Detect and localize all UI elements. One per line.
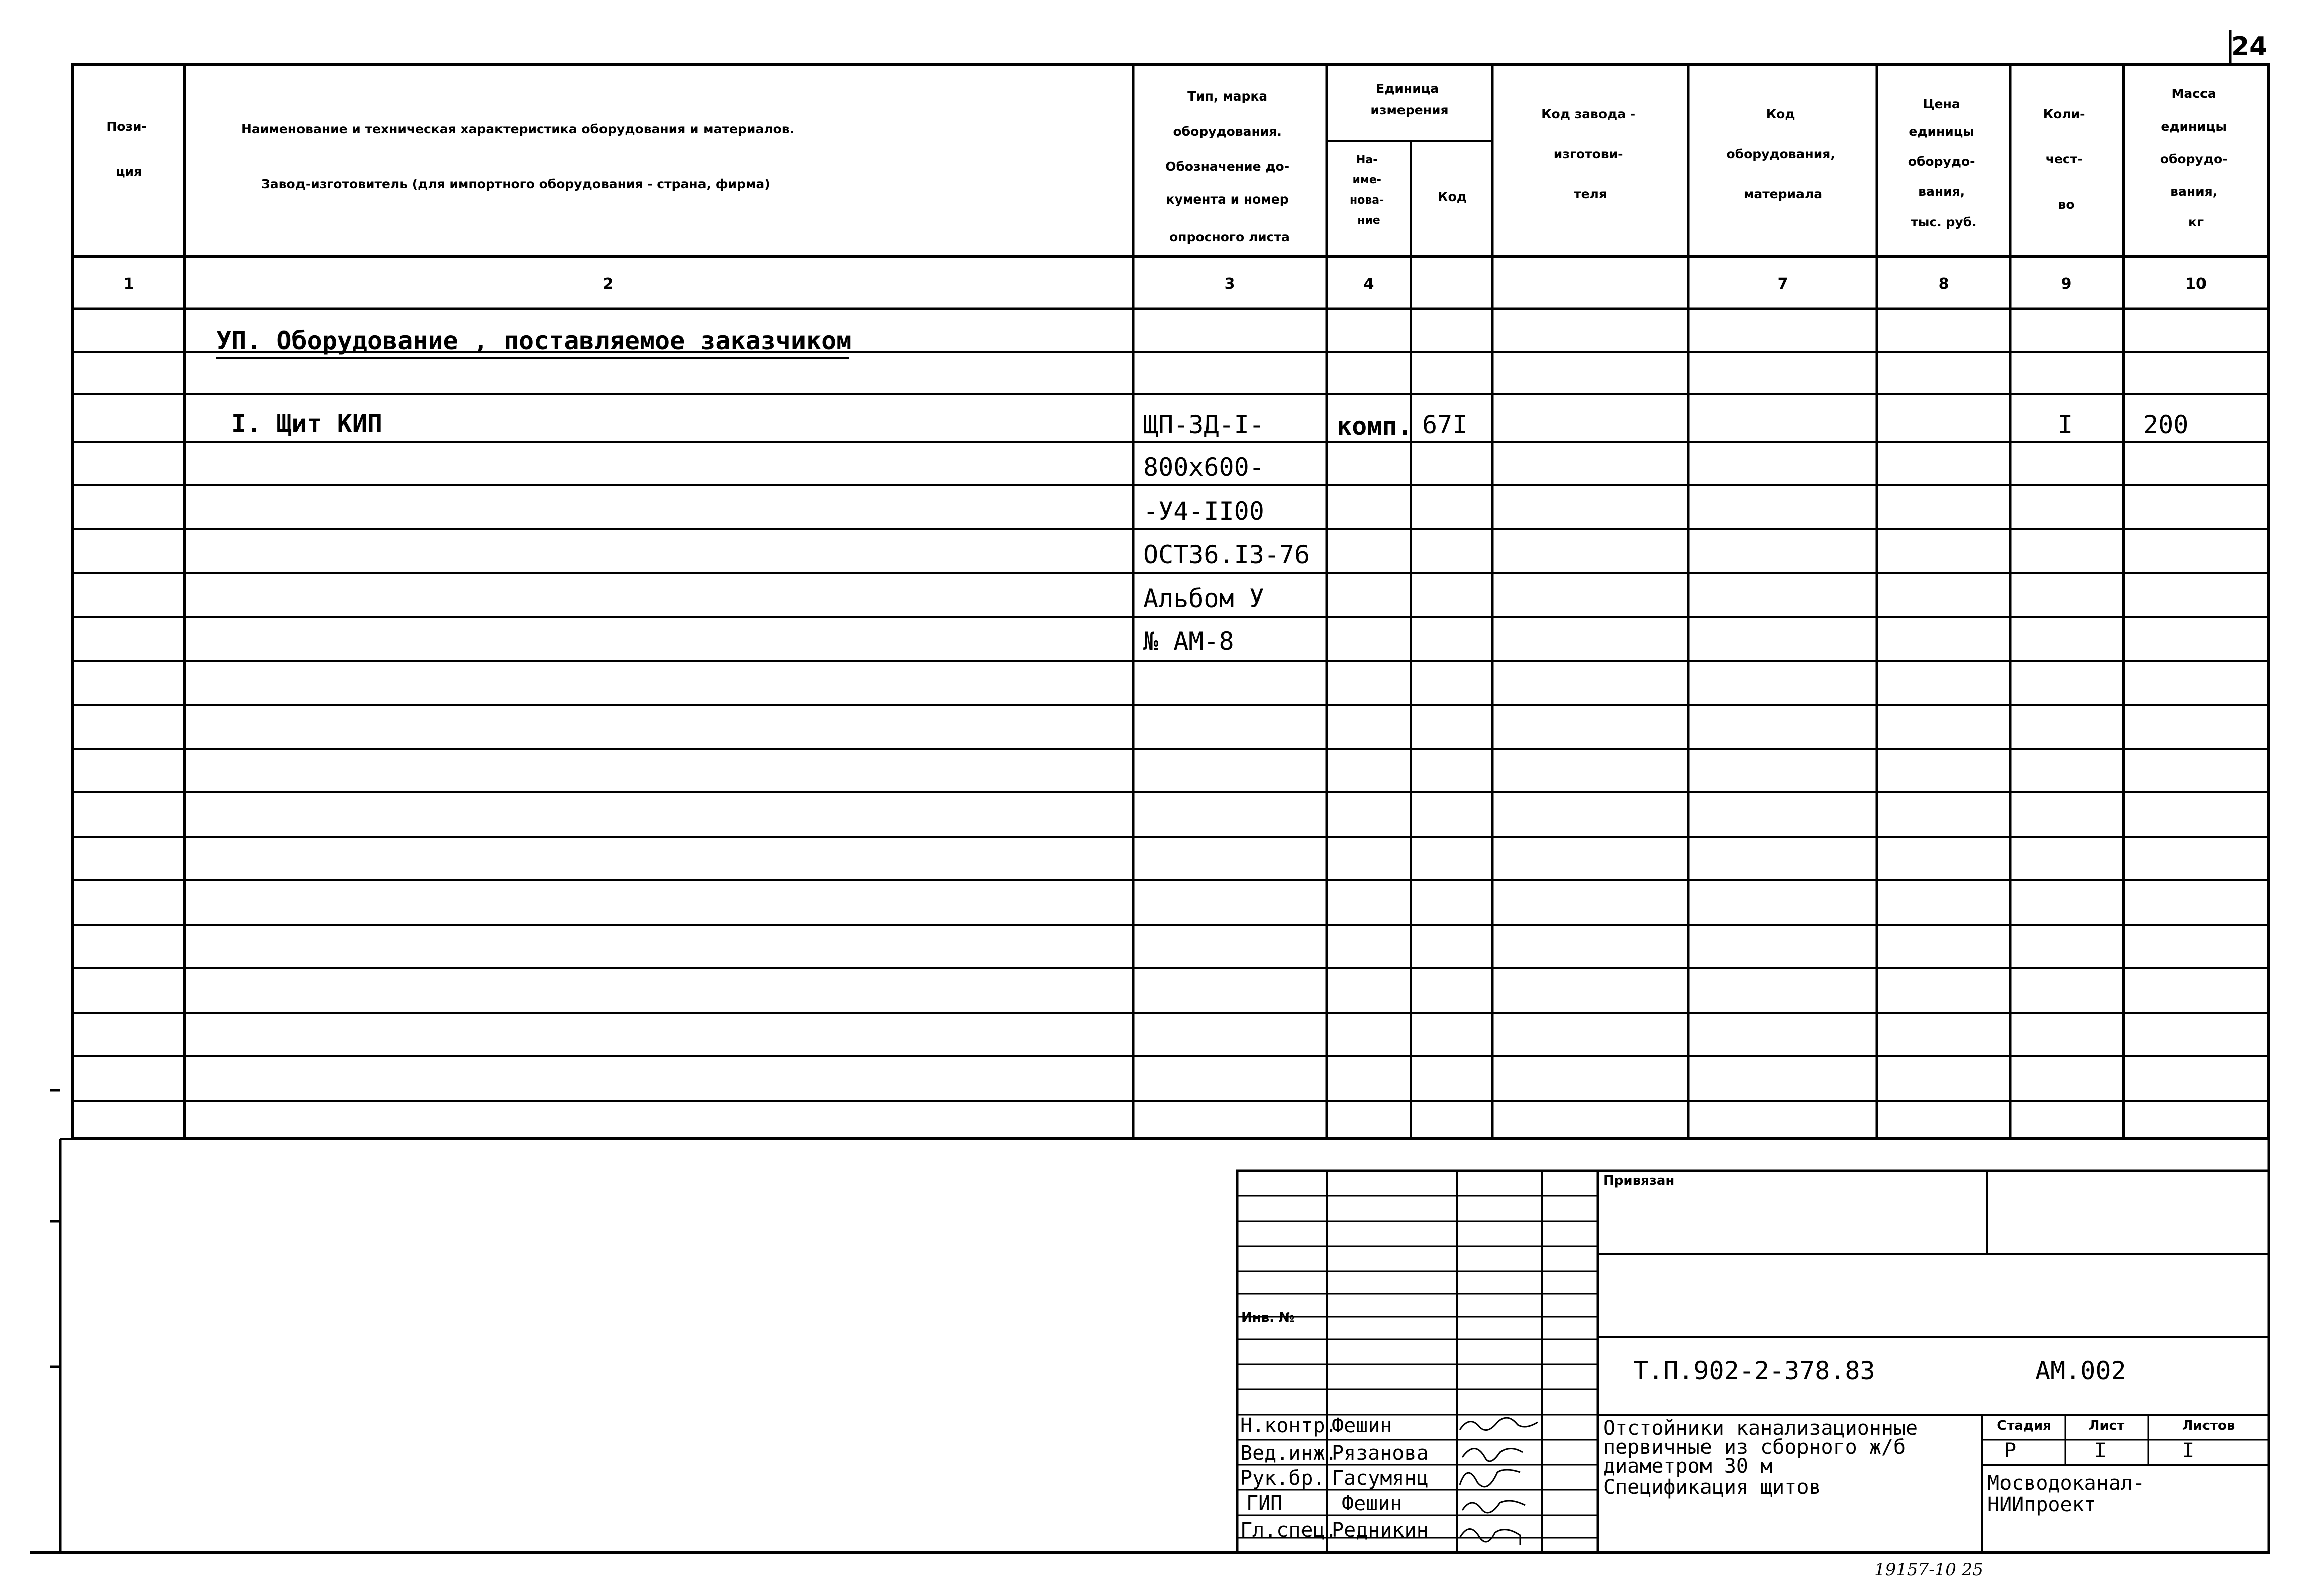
staff-name-1: Фешин xyxy=(1332,1414,1392,1437)
stage-label: Стадия xyxy=(1997,1418,2051,1433)
section-title: УП. Оборудование , поставляемое заказчиком xyxy=(216,326,852,355)
sheets-value: I xyxy=(2182,1439,2195,1462)
privyazan-label: Привязан xyxy=(1603,1173,1675,1188)
staff-list xyxy=(1240,1414,1429,1542)
staff-role-2: Вед.инж. xyxy=(1240,1442,1337,1465)
staff-name-5: Редникин xyxy=(1332,1519,1429,1542)
header-unit-name: На- име- нова- ние xyxy=(1350,154,1384,227)
header-name: Наименование и техническая характеристика оборудования и материалов. Завод-изготовитель (для импортного оборудования - страна, фирма) xyxy=(241,122,795,191)
item-quantity: I xyxy=(2058,410,2073,439)
staff-role-4: ГИП xyxy=(1246,1492,1283,1515)
item-unit-code: 67I xyxy=(1422,410,1468,439)
sheet-value: I xyxy=(2094,1439,2107,1462)
staff-name-2: Рязанова xyxy=(1332,1442,1429,1465)
footer-note: 19157-10 25 xyxy=(1874,1560,1983,1580)
header-factory-code: Код завода - изготови- теля xyxy=(1541,107,1636,202)
header-equipment-code: Код оборудования, материала xyxy=(1726,107,1835,202)
colnum-1: 1 xyxy=(123,275,134,293)
stage-value: Р xyxy=(2004,1439,2017,1462)
colnum-9: 9 xyxy=(2061,275,2072,293)
column-number-row xyxy=(124,275,2207,293)
sheet-label: Лист xyxy=(2088,1418,2125,1433)
header-unit-code: Код xyxy=(1438,189,1467,204)
drawing-description: Отстойники канализационные первичные из сборного ж/б диаметром 30 м Спецификация щитов xyxy=(1603,1417,1918,1499)
sheet-code: АМ.002 xyxy=(2035,1356,2126,1385)
header-mass: Масса единицы оборудо- вания, кг xyxy=(2160,86,2228,229)
header-unit: Единица измерения xyxy=(1370,81,1449,117)
header-price: Цена единицы оборудо- вания, тыс. руб. xyxy=(1908,96,1977,229)
sheets-label: Листов xyxy=(2182,1418,2235,1433)
item-row xyxy=(231,409,2188,656)
staff-role-5: Гл.спец. xyxy=(1240,1519,1337,1542)
signature-1 xyxy=(1460,1418,1538,1430)
organization: Мосводоканал- НИИпроект xyxy=(1987,1472,2145,1516)
item-mass: 200 xyxy=(2143,410,2189,439)
sheet-border xyxy=(30,1090,2269,1553)
staff-name-4: Фешин xyxy=(1342,1492,1403,1515)
colnum-3: 3 xyxy=(1224,275,1235,293)
page-number: 24 xyxy=(2231,32,2268,62)
signature-4 xyxy=(1462,1501,1525,1513)
colnum-8: 8 xyxy=(1938,275,1949,293)
table-header xyxy=(106,81,2232,244)
inventory-number-label: Инв. № xyxy=(1241,1310,1295,1325)
header-quantity: Коли- чест- во xyxy=(2043,107,2085,212)
colnum-2: 2 xyxy=(603,275,614,293)
item-name: I. Щит КИП xyxy=(231,409,383,438)
colnum-4: 4 xyxy=(1363,275,1374,293)
staff-role-3: Рук.бр. xyxy=(1240,1467,1325,1490)
header-position: Пози- ция xyxy=(106,119,147,179)
colnum-7: 7 xyxy=(1777,275,1788,293)
staff-role-1: Н.контр. xyxy=(1240,1414,1337,1437)
staff-name-3: Гасумянц xyxy=(1332,1467,1429,1490)
item-unit-name: комп. xyxy=(1337,412,1413,441)
header-type: Тип, марка оборудования. Обозначение до- кумента и номер опросного листа xyxy=(1165,89,1290,244)
signature-3 xyxy=(1460,1470,1520,1487)
item-type: ЩП-ЗД-I- 800x600- -У4-II00 ОСТ36.I3-76 Альбом У № АМ-8 xyxy=(1143,410,1310,656)
colnum-10: 10 xyxy=(2185,275,2207,293)
signatures xyxy=(1460,1418,1538,1545)
signature-2 xyxy=(1462,1449,1523,1462)
project-code: Т.П.902-2-378.83 xyxy=(1633,1356,1875,1385)
